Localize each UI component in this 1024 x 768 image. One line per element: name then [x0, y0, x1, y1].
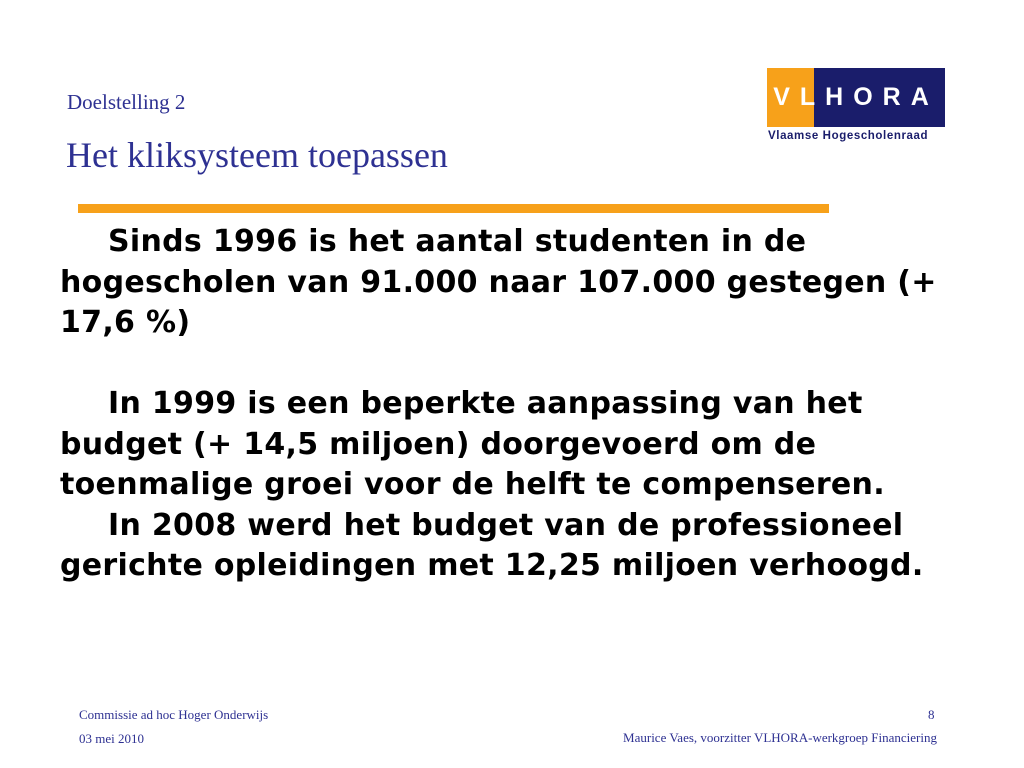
body-paragraph-2: In 1999 is een beperkte aanpassing van het budget (+ 14,5 miljoen) doorgevoerd om de toenmalige groei voor de helft te compenseren. [60, 386, 885, 502]
footer-author: Maurice Vaes, voorzitter VLHORA-werkgroep Financiering [623, 730, 937, 745]
body-paragraph-1: Sinds 1996 is het aantal studenten in de hogescholen van 91.000 naar 107.000 gestegen (+ 17,6 %) [60, 224, 937, 340]
footer-commission: Commissie ad hoc Hoger Onderwijs [79, 707, 269, 722]
slide-body [60, 222, 960, 587]
body-paragraph-3: In 2008 werd het budget van de professioneel gerichte opleidingen met 12,25 miljoen verhoogd. [60, 507, 924, 583]
footer-page-number: 8 [928, 707, 935, 722]
paragraph-spacer [60, 344, 960, 385]
title-divider [78, 204, 829, 213]
footer-date: 03 mei 2010 [79, 731, 144, 746]
logo-wordmark: VLHORA [773, 83, 939, 111]
logo-tagline: Vlaamse Hogescholenraad [768, 130, 929, 142]
slide-kicker: Doelstelling 2 [67, 90, 186, 114]
slide-title: Het kliksysteem toepassen [66, 135, 448, 175]
vlhora-logo [767, 68, 947, 148]
